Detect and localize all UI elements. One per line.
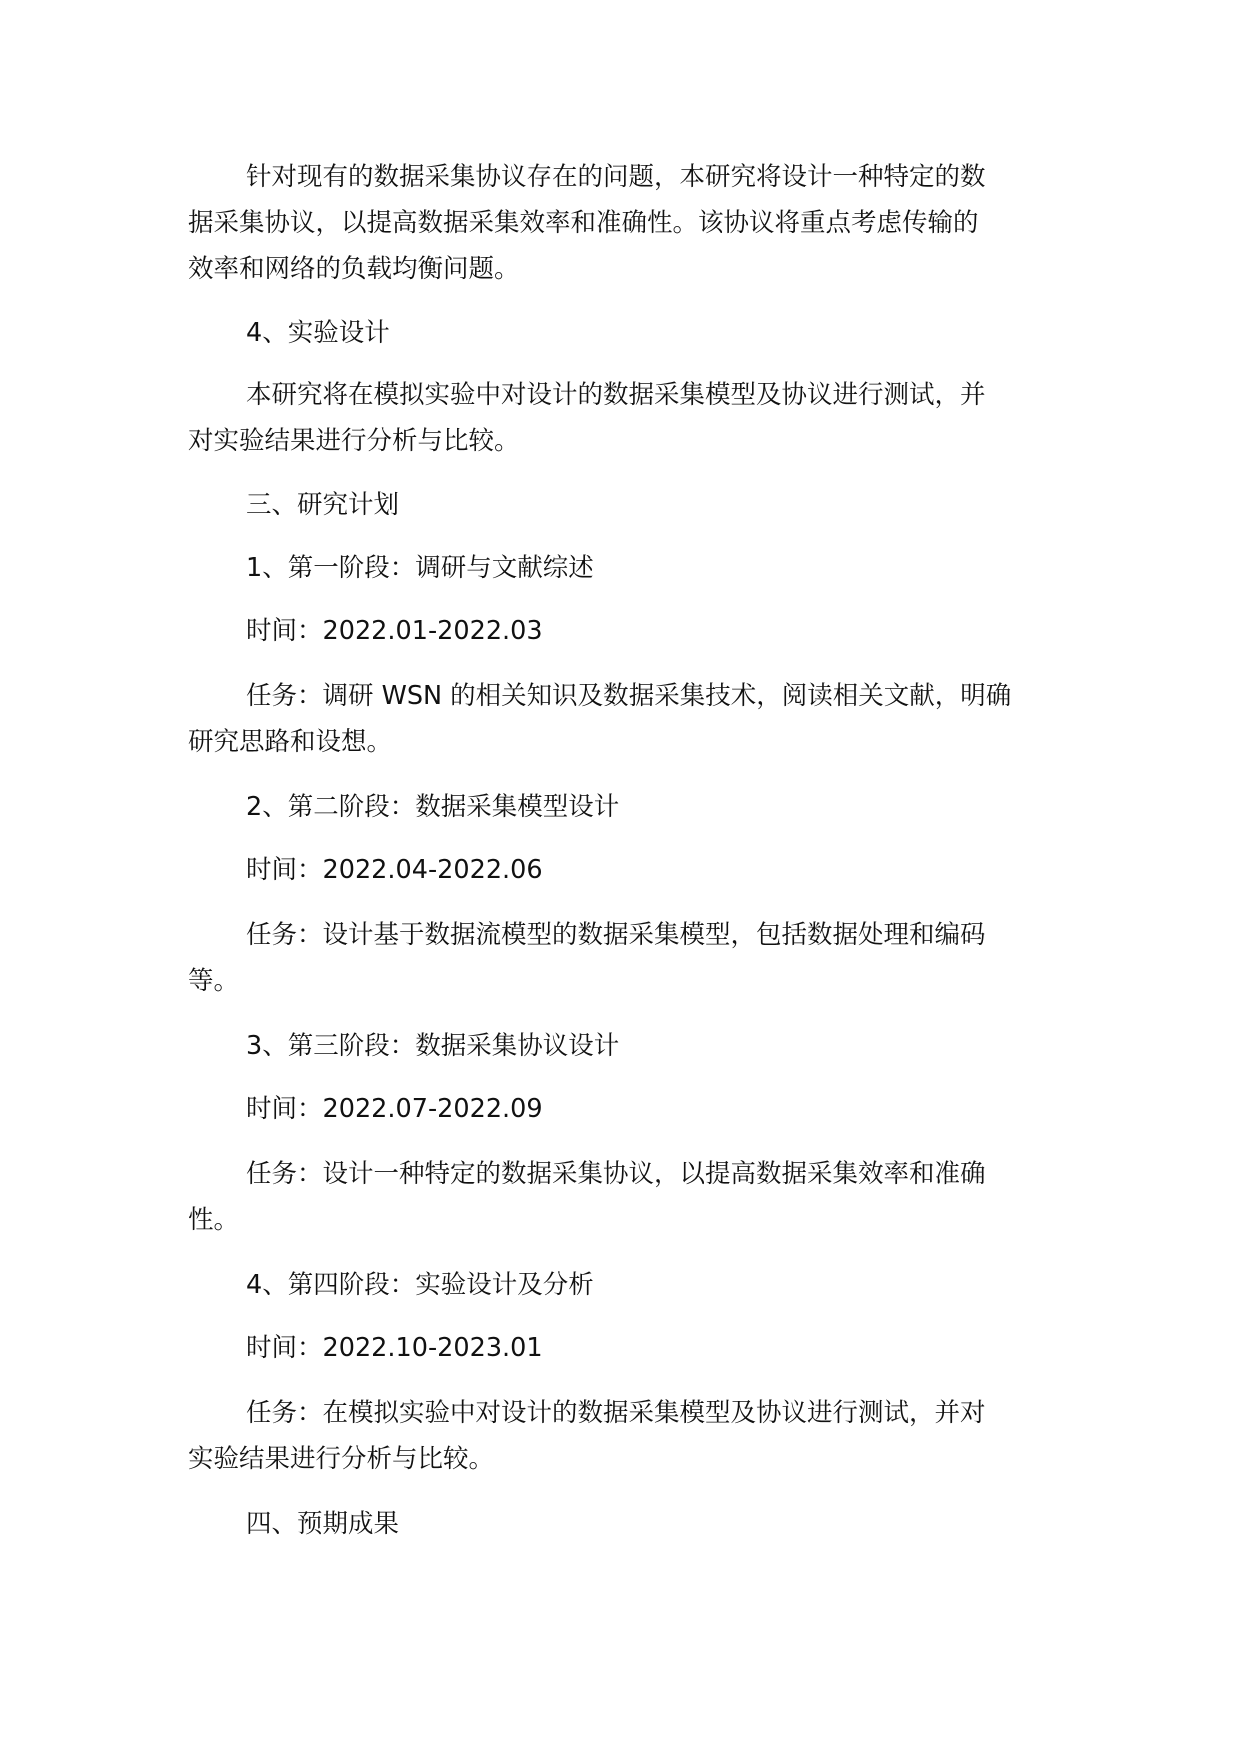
task-line: 任务：调研 WSN 的相关知识及数据采集技术，阅读相关文献，明确 [246,681,1012,711]
task-line: 研究思路和设想。 [188,727,393,757]
paragraph-line: 效率和网络的负载均衡问题。 [188,254,520,284]
task-line: 任务：在模拟实验中对设计的数据采集模型及协议进行测试，并对 [246,1398,986,1428]
section-heading: 4、实验设计 [246,318,390,348]
subsection-heading: 4、第四阶段：实验设计及分析 [246,1270,594,1300]
task-line: 任务：设计基于数据流模型的数据采集模型，包括数据处理和编码 [246,920,986,950]
subsection-heading: 2、第二阶段：数据采集模型设计 [246,792,620,822]
time-line: 时间：2022.04-2022.06 [246,855,543,885]
paragraph-line: 本研究将在模拟实验中对设计的数据采集模型及协议进行测试，并 [246,380,986,410]
task-line: 任务：设计一种特定的数据采集协议，以提高数据采集效率和准确 [246,1159,986,1189]
subsection-heading: 1、第一阶段：调研与文献综述 [246,553,594,583]
subsection-heading: 3、第三阶段：数据采集协议设计 [246,1031,620,1061]
task-line: 等。 [188,966,240,996]
task-line: 实验结果进行分析与比较。 [188,1444,495,1474]
paragraph-line: 针对现有的数据采集协议存在的问题，本研究将设计一种特定的数 [246,162,986,192]
section-heading: 三、研究计划 [246,490,400,520]
paragraph-line: 对实验结果进行分析与比较。 [188,426,520,456]
time-line: 时间：2022.10-2023.01 [246,1333,543,1363]
paragraph-line: 据采集协议，以提高数据采集效率和准确性。该协议将重点考虑传输的 [188,208,979,238]
section-heading: 四、预期成果 [246,1509,400,1539]
task-line: 性。 [188,1205,240,1235]
time-line: 时间：2022.07-2022.09 [246,1094,543,1124]
time-line: 时间：2022.01-2022.03 [246,616,543,646]
